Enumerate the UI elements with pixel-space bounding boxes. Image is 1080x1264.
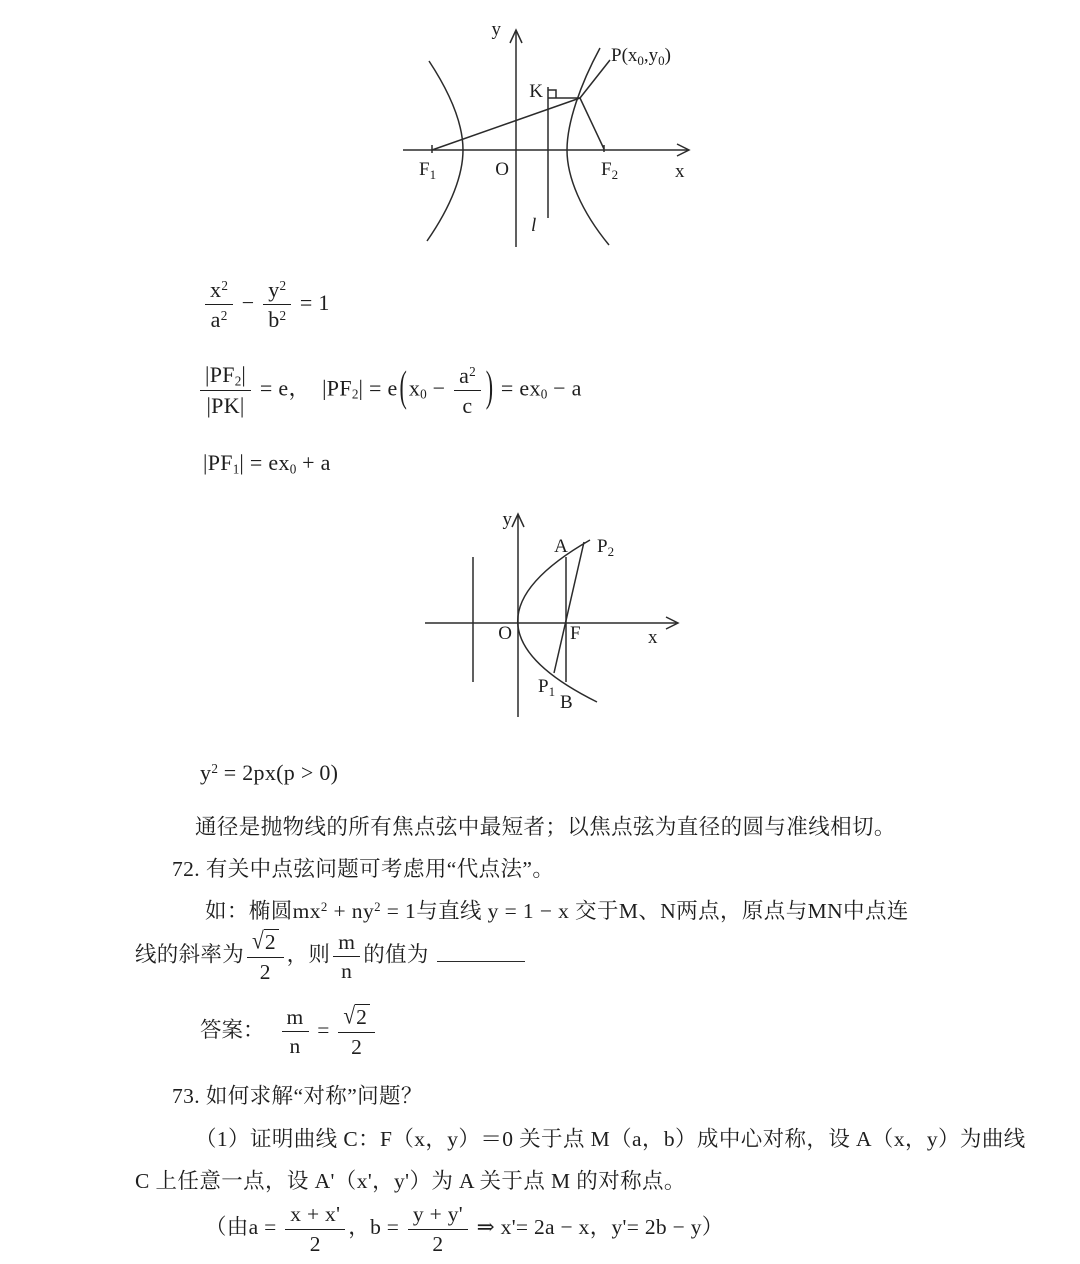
math-t: 线的斜率为 (135, 942, 245, 967)
math-t: x + x' (290, 1202, 341, 1226)
math-frac (338, 1004, 375, 1059)
math-sub: 2 (351, 386, 359, 402)
example-line-2-slope (135, 929, 525, 984)
math-t: ，b = (348, 1215, 405, 1240)
math-t: = e， (254, 375, 323, 401)
math-t: n (289, 1034, 301, 1059)
math-sub: 0 (540, 386, 548, 402)
math-t: y + y' (412, 1202, 463, 1226)
math-sup: 2 (320, 899, 328, 914)
math-t: |PF (322, 375, 352, 401)
item-72-heading: 72. 有关中点弦问题可考虑用“代点法”。 (172, 857, 555, 881)
math-frac (205, 277, 233, 333)
focus-label: F (570, 623, 581, 644)
math-frac (282, 1005, 309, 1059)
math-frac (263, 277, 291, 333)
math-sub: 0 (289, 461, 297, 477)
math-t: 2 (309, 1231, 321, 1256)
math-sub: 1 (232, 461, 240, 477)
math-numerator (263, 277, 291, 305)
math-frac (247, 929, 284, 984)
math-t: y (200, 760, 212, 785)
answer-label: 答案： (200, 1017, 265, 1042)
math-t: + ny (327, 899, 375, 923)
origin-label: O (495, 159, 509, 180)
math-t: = 1 (294, 289, 330, 315)
math-t: | (241, 362, 247, 387)
math-denominator (338, 1033, 375, 1060)
math-denominator (200, 391, 251, 418)
p-point-label: $P(x_0,y_0)$ (611, 45, 671, 68)
math-t: ，则 (286, 942, 331, 967)
math-frac (285, 1202, 345, 1256)
answer-line (200, 1004, 378, 1059)
origin-label: O (498, 623, 512, 644)
math-t: |PF (203, 450, 233, 475)
math-t: x (210, 277, 222, 302)
radicand: 2 (264, 929, 279, 955)
math-numerator (338, 1004, 375, 1033)
math-blank (437, 940, 525, 961)
segment-p-f2 (580, 98, 604, 149)
math-t: a (459, 362, 470, 388)
midpoint-derivation-formula (205, 1202, 724, 1256)
k-label: K (529, 81, 543, 102)
math-t: y (268, 277, 280, 302)
focal-chord-p1p2 (554, 542, 584, 673)
math-denominator (285, 1230, 345, 1257)
math-t: | = ex (239, 450, 290, 475)
math-t: = (311, 1017, 336, 1042)
focus2-label: $F_2$ (601, 159, 619, 182)
math-t: |PF (205, 362, 235, 387)
math-t: − a (547, 375, 582, 401)
math-frac (333, 930, 360, 984)
math-sub: 0 (420, 386, 427, 402)
math-sup: 2 (469, 363, 476, 379)
math-denominator (408, 1230, 468, 1257)
symmetry-proof-line-2: C 上任意一点，设 A'（x'，y'）为 A 关于点 M 的对称点。 (135, 1169, 686, 1193)
x-axis-label: x (648, 627, 658, 648)
math-t: 2 (432, 1231, 444, 1256)
math-t: = ex (495, 375, 541, 401)
math-numerator (247, 929, 284, 958)
math-t: 的值为 (363, 942, 429, 967)
math-denominator (205, 305, 233, 332)
math-t: （由a = (205, 1215, 283, 1240)
math-t: − (235, 289, 261, 315)
math-frac (200, 362, 251, 419)
hyperbola-diagram (395, 15, 705, 260)
math-numerator (200, 362, 251, 391)
symmetry-proof-line-1: （1）证明曲线 C：F（x，y）＝0 关于点 M（a，b）成中心对称，设 A（x，y）为曲线 (195, 1127, 1026, 1151)
focal-radius-formula-pf1 (203, 450, 331, 477)
latus-rectum-note: 通径是抛物线的所有焦点弦中最短者；以焦点弦为直径的圆与准线相切。 (195, 815, 896, 839)
math-t: = 1与直线 y = 1 − x 交于M、N两点，原点与MN中点连 (380, 899, 909, 923)
math-denominator (454, 391, 481, 418)
item-73-heading: 73. 如何求解“对称”问题？ (172, 1084, 423, 1108)
math-sqrt (343, 1004, 370, 1030)
directrix-label: l (531, 215, 537, 236)
y-axis-label: y (491, 19, 501, 40)
math-t: b (268, 307, 280, 333)
math-numerator (333, 930, 360, 958)
parabola-diagram (420, 505, 700, 720)
math-t: 2 (259, 959, 271, 984)
example-line-1 (205, 894, 909, 925)
math-denominator (247, 958, 284, 985)
point-a-label: A (554, 536, 568, 557)
math-t: m (286, 1004, 304, 1029)
math-numerator (205, 277, 233, 305)
parabola-equation (200, 760, 338, 786)
parabola-curve (518, 540, 597, 702)
radicand: 2 (355, 1004, 370, 1030)
math-t: a (210, 307, 221, 333)
point-b-label: B (560, 692, 573, 713)
focus1-label: $F_1$ (419, 159, 437, 182)
math-t: | = e (358, 375, 398, 401)
math-sup: 2 (211, 760, 218, 776)
math-sup: 2 (221, 277, 228, 293)
focal-radius-formula-pf2 (197, 362, 582, 419)
math-numerator (285, 1202, 345, 1230)
x-axis-label: x (675, 161, 685, 182)
radical-icon: √ (252, 927, 264, 954)
radical-icon: √ (343, 1002, 356, 1029)
point-p2-label: $P_2$ (597, 536, 615, 559)
math-t: 如：椭圆mx (205, 899, 321, 923)
math-big: ( (399, 361, 407, 411)
math-big: ) (485, 361, 494, 411)
math-sup: 2 (279, 308, 287, 324)
math-t: |PK| (206, 393, 245, 419)
math-numerator (454, 363, 481, 391)
math-sup: 2 (279, 277, 287, 293)
math-t: − (426, 375, 452, 401)
answer-value (279, 1002, 378, 1059)
math-t: c (462, 392, 473, 418)
math-frac (408, 1202, 468, 1256)
math-t: 2 (351, 1034, 363, 1059)
math-sqrt (252, 929, 279, 955)
math-t: x (408, 375, 421, 401)
math-sup: 2 (374, 899, 381, 914)
y-axis-label: y (502, 509, 512, 530)
math-t: ⇒ x'= 2a − x，y'= 2b − y） (470, 1215, 724, 1240)
math-numerator (408, 1202, 468, 1230)
math-denominator (282, 1032, 309, 1059)
math-sub: 2 (234, 373, 242, 389)
math-numerator (282, 1005, 309, 1033)
point-p1-label: $P_1$ (538, 676, 556, 699)
math-t: = 2px(p > 0) (217, 760, 339, 785)
math-denominator (333, 957, 360, 984)
math-t: n (341, 959, 353, 984)
math-denominator (263, 305, 291, 332)
right-angle-mark (548, 90, 556, 98)
math-t: m (338, 929, 356, 954)
segment-f1-p (432, 98, 580, 150)
math-frac (454, 363, 481, 419)
hyperbola-equation (202, 277, 330, 333)
math-t: + a (296, 450, 331, 475)
math-sup: 2 (220, 308, 228, 324)
